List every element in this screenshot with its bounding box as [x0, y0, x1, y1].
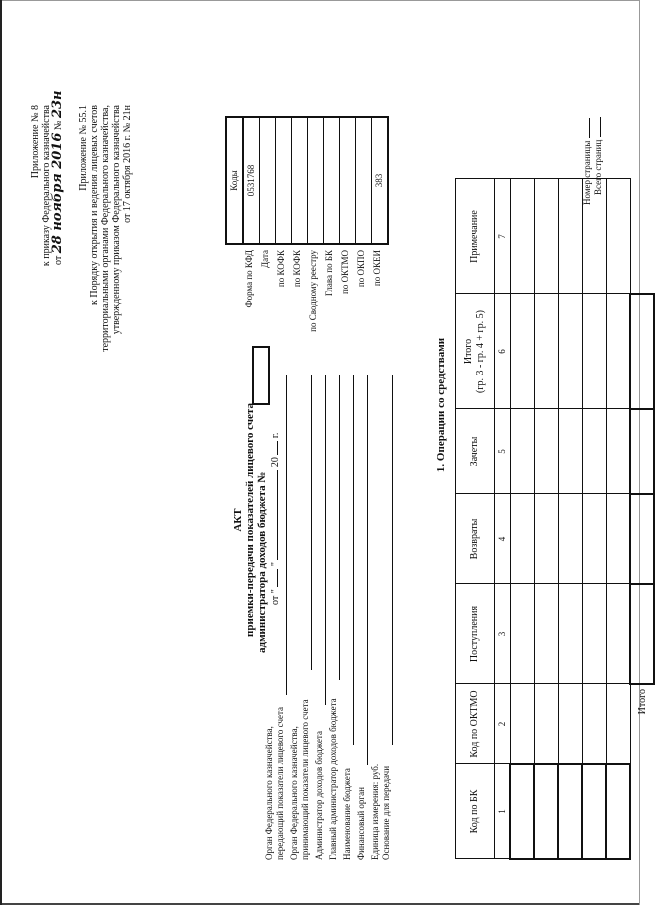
appendix-title: Приложение № 8 — [30, 105, 41, 179]
code-date[interactable] — [259, 118, 275, 243]
col-header-2: Поступления — [456, 584, 495, 684]
col-number-4: 5 — [495, 409, 511, 494]
table-row — [558, 179, 582, 859]
act-subtitle-2: администратора доходов бюджета № — [256, 471, 268, 653]
table-row — [582, 179, 606, 859]
field-label-6: Наименование бюджета — [342, 768, 352, 860]
table-header-row — [456, 179, 495, 859]
field-label-5: Главный администратор доходов бюджета — [328, 698, 338, 860]
field-label-3: принимающий показатели лицевого счета — [300, 699, 310, 860]
appendix-55-line2: территориальными органами Федерального казначейства, — [100, 105, 111, 352]
label-okei: по ОКЕИ — [372, 250, 382, 287]
total-pages-line: Всего страниц — [593, 117, 603, 195]
field-line-4[interactable] — [339, 375, 340, 680]
appendix-55-title: Приложение № 55.1 — [78, 105, 89, 191]
col-number-1: 2 — [495, 684, 511, 764]
field-line-6[interactable] — [367, 375, 368, 765]
field-line-7[interactable] — [392, 375, 393, 745]
field-label-9: Основание для передачи — [381, 765, 391, 860]
code-registry[interactable] — [307, 118, 323, 243]
label-kfd: Форма по КФД — [244, 250, 254, 308]
col-number-2: 3 — [495, 584, 511, 684]
label-registry: по Сводному реестру — [308, 250, 318, 332]
code-kofk-1[interactable] — [275, 118, 291, 243]
field-label-1: передающий показатели лицевого счета — [275, 706, 285, 860]
label-oktmo: по ОКТМО — [340, 250, 350, 294]
code-kfd: 0531768 — [243, 118, 259, 243]
table-total-row — [630, 179, 654, 859]
field-line-3[interactable] — [325, 375, 326, 705]
codes-box — [225, 116, 389, 245]
total-label: Итого — [637, 689, 648, 715]
code-oktmo[interactable] — [339, 118, 355, 243]
col-number-3: 4 — [495, 494, 511, 584]
col-number-6: 7 — [495, 179, 511, 294]
code-bk-head[interactable] — [323, 118, 339, 243]
col-header-0: Код по БК — [456, 764, 495, 859]
act-title: АКТ — [232, 508, 244, 532]
table-row — [606, 179, 630, 859]
field-label-0: Орган Федерального казначейства, — [264, 726, 274, 860]
col-header-4: Зачеты — [456, 409, 495, 494]
appendix-55-line4: от 17 октября 2016 г. № 21н — [122, 105, 133, 223]
section-heading: 1. Операции со средствами — [435, 337, 447, 473]
col-number-0: 1 — [495, 764, 511, 859]
col-header-3: Возвраты — [456, 494, 495, 584]
field-label-8: Единица измерения: руб. — [370, 763, 380, 860]
field-line-5[interactable] — [353, 375, 354, 745]
code-labels — [241, 250, 385, 365]
col-header-6: Примечание — [456, 179, 495, 294]
label-kofk-2: по КОФК — [292, 250, 302, 288]
codes-header: Коды — [227, 118, 243, 243]
label-okpo: по ОКПО — [356, 250, 366, 288]
code-okpo[interactable] — [355, 118, 371, 243]
label-bk-head: Глава по БК — [324, 250, 334, 297]
act-subtitle-1: приемки-передачи показателей лицевого счета — [244, 403, 256, 637]
field-label-4: Администратор доходов бюджета — [314, 731, 324, 860]
col-number-5: 6 — [495, 294, 511, 409]
code-okei: 383 — [371, 118, 387, 243]
field-line-1[interactable] — [286, 375, 287, 695]
field-label-2: Орган Федерального казначейства, — [289, 726, 299, 860]
appendix-55-line1: к Порядку открытия и ведения лицевых счетов — [89, 105, 100, 306]
field-line-2[interactable] — [311, 375, 312, 670]
col-header-1: Код по ОКТМО — [456, 684, 495, 764]
field-label-7: Финансовый орган — [356, 787, 366, 860]
appendix-order: к приказу Федерального казначейства — [41, 105, 52, 267]
appendix-55-line3: утвержденному приказом Федерального казначейства — [111, 105, 122, 335]
col-header-5: Итого (гр. 3 - гр. 4 + гр. 5) — [456, 294, 495, 409]
code-kofk-2[interactable] — [291, 118, 307, 243]
table-row — [534, 179, 558, 859]
page-number-line: Номер страницы — [582, 118, 592, 205]
label-date: Дата — [260, 250, 270, 268]
table-number-row — [495, 179, 511, 859]
label-kofk-1: по КОФК — [276, 250, 286, 288]
appendix-date-line: от 28 ноября 2016 № 23н — [50, 90, 65, 265]
act-date-line: от " " 20 г. — [270, 432, 281, 605]
table-row — [510, 179, 534, 859]
operations-table — [455, 179, 655, 861]
